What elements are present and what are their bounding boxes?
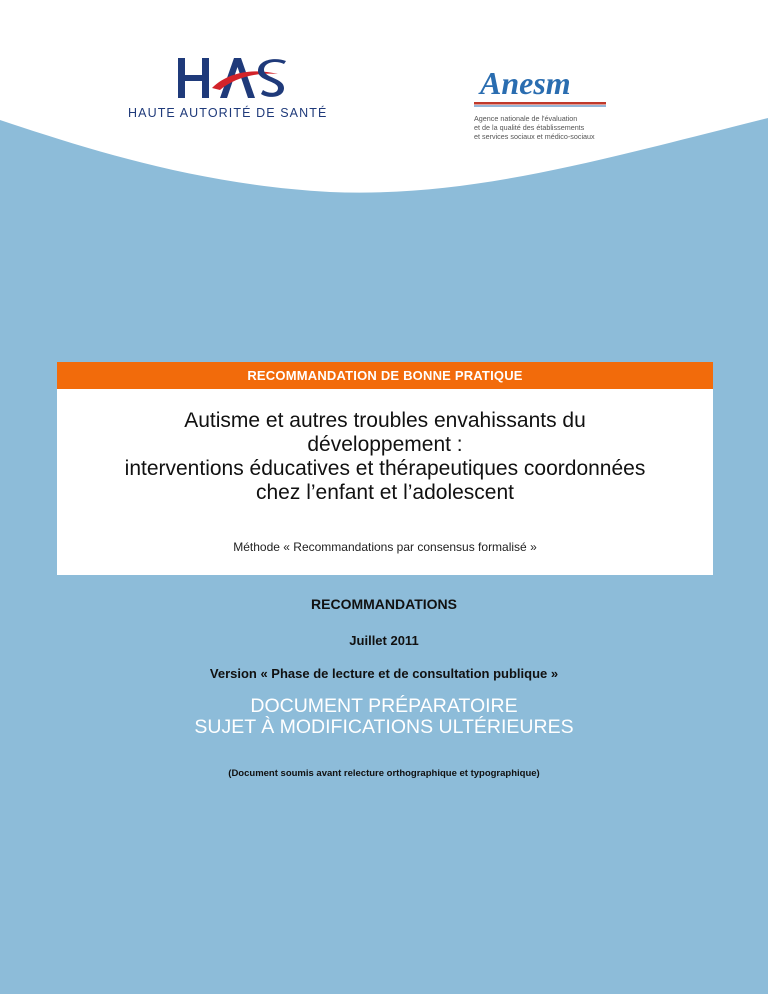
preparatory-line: DOCUMENT PRÉPARATOIRE (250, 695, 518, 717)
has-tagline: HAUTE AUTORITÉ DE SANTÉ (128, 106, 328, 120)
title-line: développement : (307, 433, 463, 456)
anesm-logo-text: Anesm (480, 65, 571, 101)
anesm-subtitle-line: Agence nationale de l'évaluation (474, 114, 578, 123)
anesm-subtitle-line: et services sociaux et médico-sociaux (474, 132, 595, 141)
recommendations-heading: RECOMMANDATIONS (311, 596, 457, 612)
document-title (57, 409, 713, 505)
version-label: Version « Phase de lecture et de consultation publique » (209, 666, 559, 681)
proofreading-note: (Document soumis avant relecture orthographique et typographique) (228, 768, 540, 779)
publication-date: Juillet 2011 (349, 633, 419, 648)
method-label: Méthode « Recommandations par consensus formalisé » (233, 540, 537, 554)
title-line: chez l’enfant et l’adolescent (256, 481, 514, 504)
title-box (57, 362, 713, 575)
recommendation-type-band: RECOMMANDATION DE BONNE PRATIQUE (57, 362, 713, 389)
anesm-subtitle (474, 114, 634, 141)
title-line: Autisme et autres troubles envahissants du (184, 409, 586, 432)
preparatory-notice (0, 696, 768, 738)
preparatory-line: SUJET À MODIFICATIONS ULTÉRIEURES (194, 716, 574, 738)
anesm-logo (472, 58, 612, 114)
anesm-subtitle-line: et de la qualité des établissements (474, 123, 585, 132)
title-line: interventions éducatives et thérapeutiques coordonnées (124, 457, 646, 480)
